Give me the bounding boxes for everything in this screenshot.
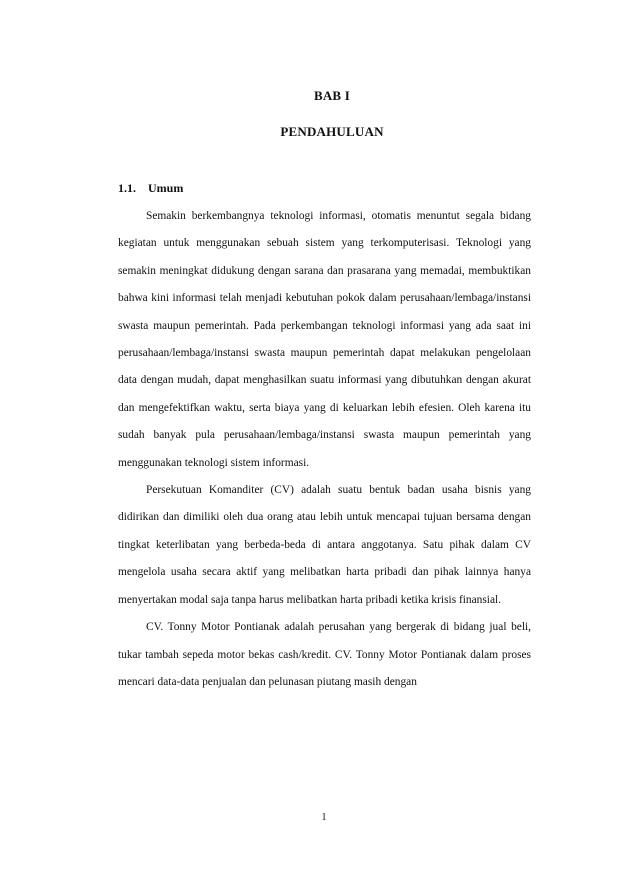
section-title: Umum (148, 181, 184, 195)
body-text (118, 203, 531, 696)
paragraph: CV. Tonny Motor Pontianak adalah perusahan yang bergerak di bidang jual beli, tukar tambah sepeda motor bekas cash/kredit. CV. Tonny Motor Pontianak dalam proses mencari data-data penjualan dan pelunasan piutang masih dengan (118, 621, 531, 688)
chapter-title: PENDAHULUAN (280, 124, 384, 139)
section-number: 1.1. (118, 181, 136, 195)
paragraph: Persekutuan Komanditer (CV) adalah suatu bentuk badan usaha bisnis yang didirikan dan dimiliki oleh dua orang atau lebih untuk mencapai tujuan bersama dengan tingkat keterlibatan yang berbeda-beda di antara anggotanya. Satu pihak dalam CV mengelola usaha secara aktif yang melibatkan harta pribadi dan pihak lainnya hanya menyertakan modal saja tanpa harus melibatkan harta pribadi ketika krisis finansial. (118, 484, 531, 606)
paragraph: Semakin berkembangnya teknologi informasi, otomatis menuntut segala bidang kegiatan untuk menggunakan sebuah sistem yang terkomputerisasi. Teknologi yang semakin meningkat didukung dengan sarana dan prasarana yang memadai, membuktikan bahwa kini informasi telah menjadi kebutuhan pokok dalam perusahaan/lembaga/instansi swasta maupun pemerintah. Pada perkembangan teknologi informasi yang ada saat ini perusahaan/lembaga/instansi swasta maupun pemerintah dapat melakukan pengelolaan data dengan mudah, dapat menghasilkan suatu informasi yang dibutuhkan dengan akurat dan mengefektifkan waktu, serta biaya yang di keluarkan lebih efesien. Oleh karena itu sudah banyak pula perusahaan/lembaga/instansi swasta maupun pemerintah yang menggunakan teknologi sistem informasi. (118, 210, 531, 469)
page-number: 1 (321, 812, 327, 823)
chapter-label: BAB I (313, 88, 351, 103)
section-heading (118, 181, 183, 196)
